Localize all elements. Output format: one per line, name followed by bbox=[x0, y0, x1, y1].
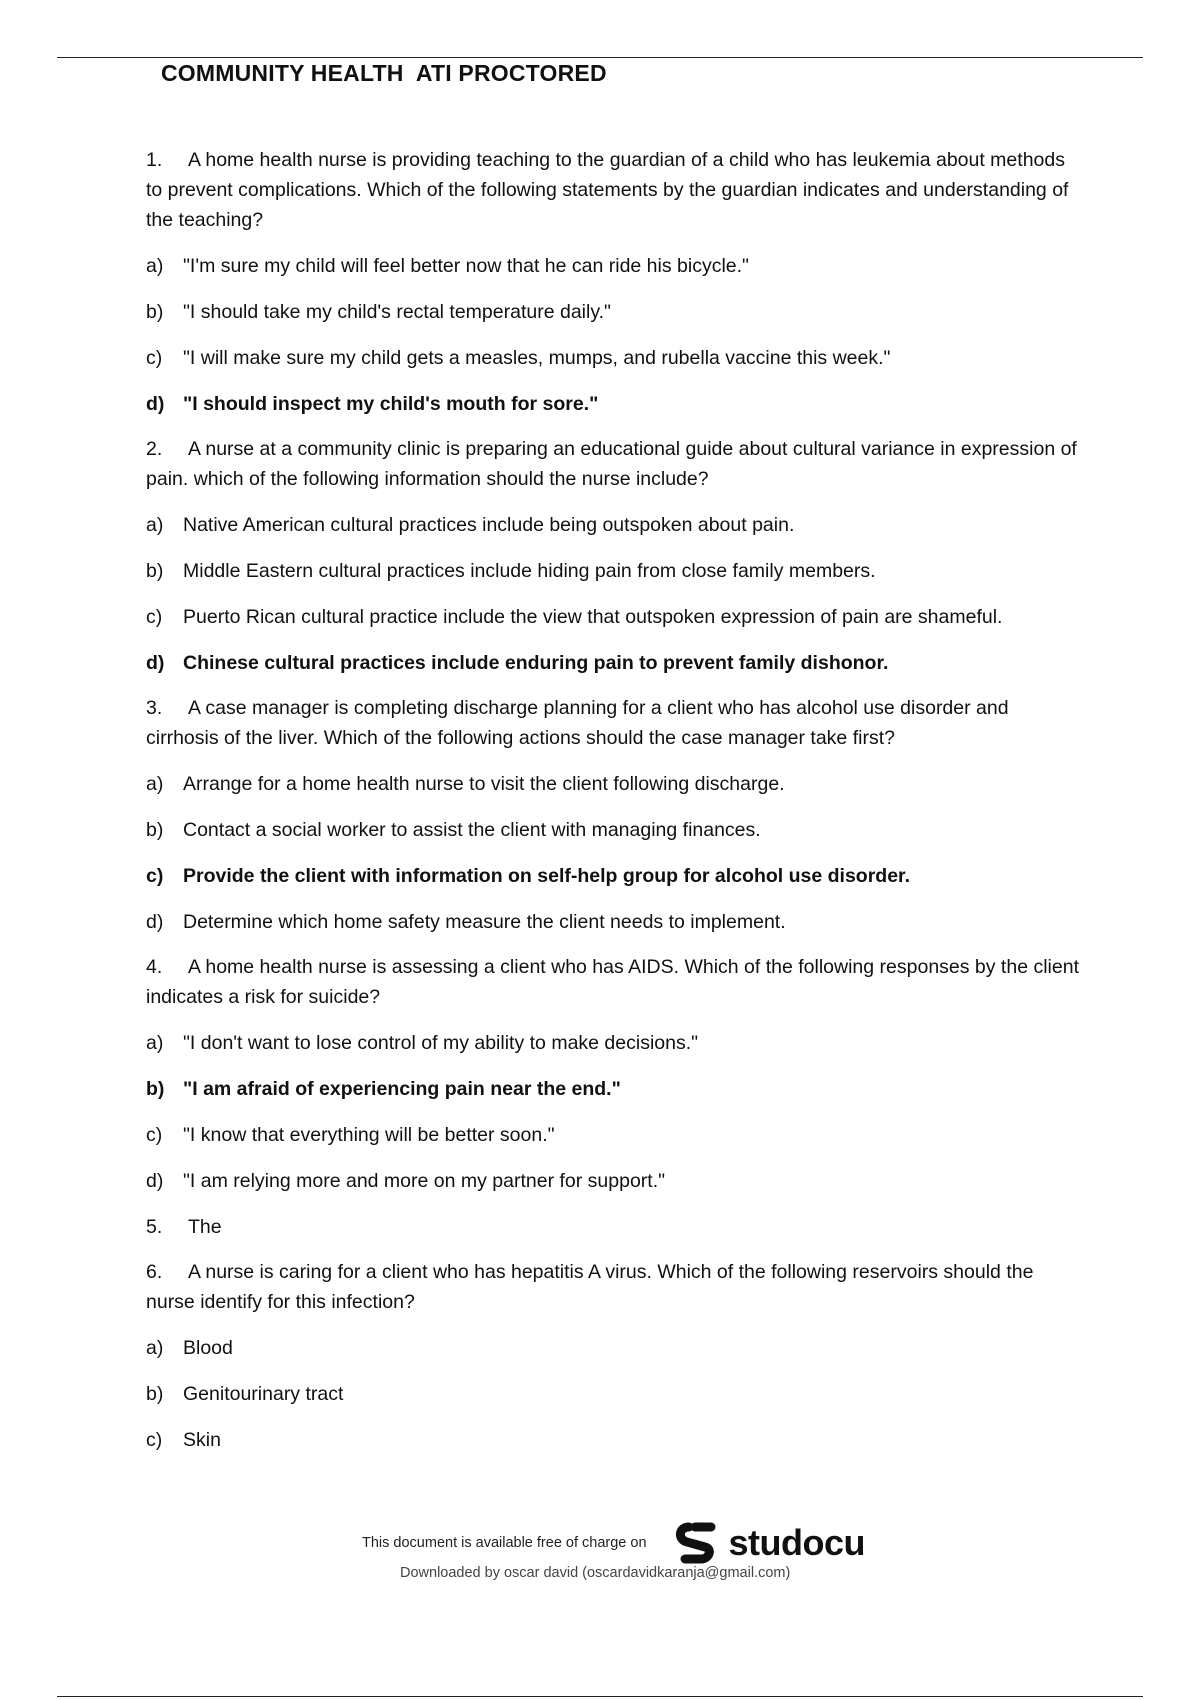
option-letter: d) bbox=[146, 392, 165, 415]
option-letter: b) bbox=[146, 559, 164, 582]
option-letter: b) bbox=[146, 818, 164, 841]
question-text: The bbox=[188, 1215, 222, 1238]
correct-answer-option bbox=[146, 860, 1086, 891]
answer-option bbox=[146, 250, 1086, 281]
answer-option bbox=[146, 906, 1086, 937]
option-text: Blood bbox=[183, 1336, 233, 1359]
answer-option bbox=[146, 296, 1086, 327]
option-letter: b) bbox=[146, 1077, 165, 1100]
answer-option bbox=[146, 1165, 1086, 1196]
option-text: Arrange for a home health nurse to visit the client following discharge. bbox=[183, 772, 785, 795]
question-number: 6. bbox=[146, 1261, 163, 1283]
option-text: "I should inspect my child's mouth for sore." bbox=[183, 392, 599, 415]
option-text: "I'm sure my child will feel better now that he can ride his bicycle." bbox=[183, 254, 749, 277]
option-text: Determine which home safety measure the client needs to implement. bbox=[183, 910, 786, 933]
option-letter: c) bbox=[146, 864, 164, 887]
option-letter: a) bbox=[146, 1031, 164, 1054]
brand-name: studocu bbox=[728, 1522, 866, 1563]
option-letter: a) bbox=[146, 772, 164, 795]
option-letter: d) bbox=[146, 910, 164, 933]
question-3 bbox=[146, 693, 1086, 753]
option-text: Chinese cultural practices include enduring pain to prevent family dishonor. bbox=[183, 651, 889, 674]
option-text: Native American cultural practices include being outspoken about pain. bbox=[183, 513, 795, 536]
bottom-rule bbox=[57, 1696, 1143, 1697]
option-text: "I know that everything will be better soon." bbox=[183, 1123, 555, 1146]
studocu-logo-icon bbox=[675, 1521, 723, 1565]
question-1 bbox=[146, 145, 1086, 235]
question-number: 3. bbox=[146, 697, 163, 719]
question-number: 4. bbox=[146, 956, 163, 978]
answer-option bbox=[146, 555, 1086, 586]
option-letter: c) bbox=[146, 1428, 163, 1451]
question-number: 2. bbox=[146, 438, 163, 460]
option-text: Skin bbox=[183, 1428, 221, 1451]
document-body bbox=[146, 145, 1086, 1470]
correct-answer-option bbox=[146, 647, 1086, 678]
answer-option bbox=[146, 1332, 1086, 1363]
option-text: "I am afraid of experiencing pain near the end." bbox=[183, 1077, 621, 1100]
option-text: "I don't want to lose control of my ability to make decisions." bbox=[183, 1031, 699, 1054]
answer-option bbox=[146, 1378, 1086, 1409]
option-text: Middle Eastern cultural practices include hiding pain from close family members. bbox=[183, 559, 876, 582]
correct-answer-option bbox=[146, 1073, 1086, 1104]
answer-option bbox=[146, 1027, 1086, 1058]
option-letter: b) bbox=[146, 300, 164, 323]
option-text: Puerto Rican cultural practice include the view that outspoken expression of pain are shameful. bbox=[183, 605, 1003, 628]
option-letter: a) bbox=[146, 513, 164, 536]
question-text: A nurse is caring for a client who has hepatitis A virus. Which of the following reservoirs should the nurse identify for this infection? bbox=[146, 1261, 1034, 1313]
page-title: COMMUNITY HEALTH ATI PROCTORED bbox=[161, 60, 607, 86]
answer-option bbox=[146, 509, 1086, 540]
answer-option bbox=[146, 1119, 1086, 1150]
option-letter: c) bbox=[146, 1123, 163, 1146]
option-text: Provide the client with information on self-help group for alcohol use disorder. bbox=[183, 864, 910, 887]
answer-option bbox=[146, 342, 1086, 373]
option-text: "I should take my child's rectal temperature daily." bbox=[183, 300, 611, 323]
availability-text: This document is available free of charge on bbox=[362, 1535, 647, 1551]
option-text: "I am relying more and more on my partner for support." bbox=[183, 1169, 666, 1192]
answer-option bbox=[146, 814, 1086, 845]
question-6 bbox=[146, 1257, 1086, 1317]
answer-option bbox=[146, 1424, 1086, 1455]
option-letter: c) bbox=[146, 346, 163, 369]
footer-availability bbox=[362, 1521, 865, 1565]
question-text: A nurse at a community clinic is preparing an educational guide about cultural variance in expression of pain. which of the following information should the nurse include? bbox=[146, 438, 1077, 490]
question-text: A case manager is completing discharge planning for a client who has alcohol use disorder and cirrhosis of the liver. Which of the following actions should the case manager take first? bbox=[146, 697, 1009, 749]
top-rule bbox=[57, 57, 1143, 58]
studocu-logo-link[interactable] bbox=[675, 1521, 866, 1565]
question-number: 1. bbox=[146, 149, 163, 171]
question-2 bbox=[146, 434, 1086, 494]
question-5 bbox=[146, 1211, 1086, 1242]
correct-answer-option bbox=[146, 388, 1086, 419]
answer-option bbox=[146, 768, 1086, 799]
option-letter: d) bbox=[146, 1169, 164, 1192]
option-letter: a) bbox=[146, 1336, 164, 1359]
option-letter: b) bbox=[146, 1382, 164, 1405]
downloaded-by-text: Downloaded by oscar david (oscardavidkaranja@gmail.com) bbox=[400, 1565, 791, 1581]
option-text: Genitourinary tract bbox=[183, 1382, 344, 1405]
option-text: Contact a social worker to assist the client with managing finances. bbox=[183, 818, 761, 841]
question-number: 5. bbox=[146, 1215, 163, 1238]
answer-option bbox=[146, 601, 1086, 632]
option-letter: d) bbox=[146, 651, 165, 674]
question-text: A home health nurse is providing teaching to the guardian of a child who has leukemia about methods to prevent complications. Which of the following statements by the guardian indicates and understanding of the teaching? bbox=[146, 149, 1069, 231]
option-letter: a) bbox=[146, 254, 164, 277]
option-text: "I will make sure my child gets a measles, mumps, and rubella vaccine this week." bbox=[183, 346, 891, 369]
question-text: A home health nurse is assessing a client who has AIDS. Which of the following responses by the client indicates a risk for suicide? bbox=[146, 956, 1079, 1008]
option-letter: c) bbox=[146, 605, 163, 628]
question-4 bbox=[146, 952, 1086, 1012]
